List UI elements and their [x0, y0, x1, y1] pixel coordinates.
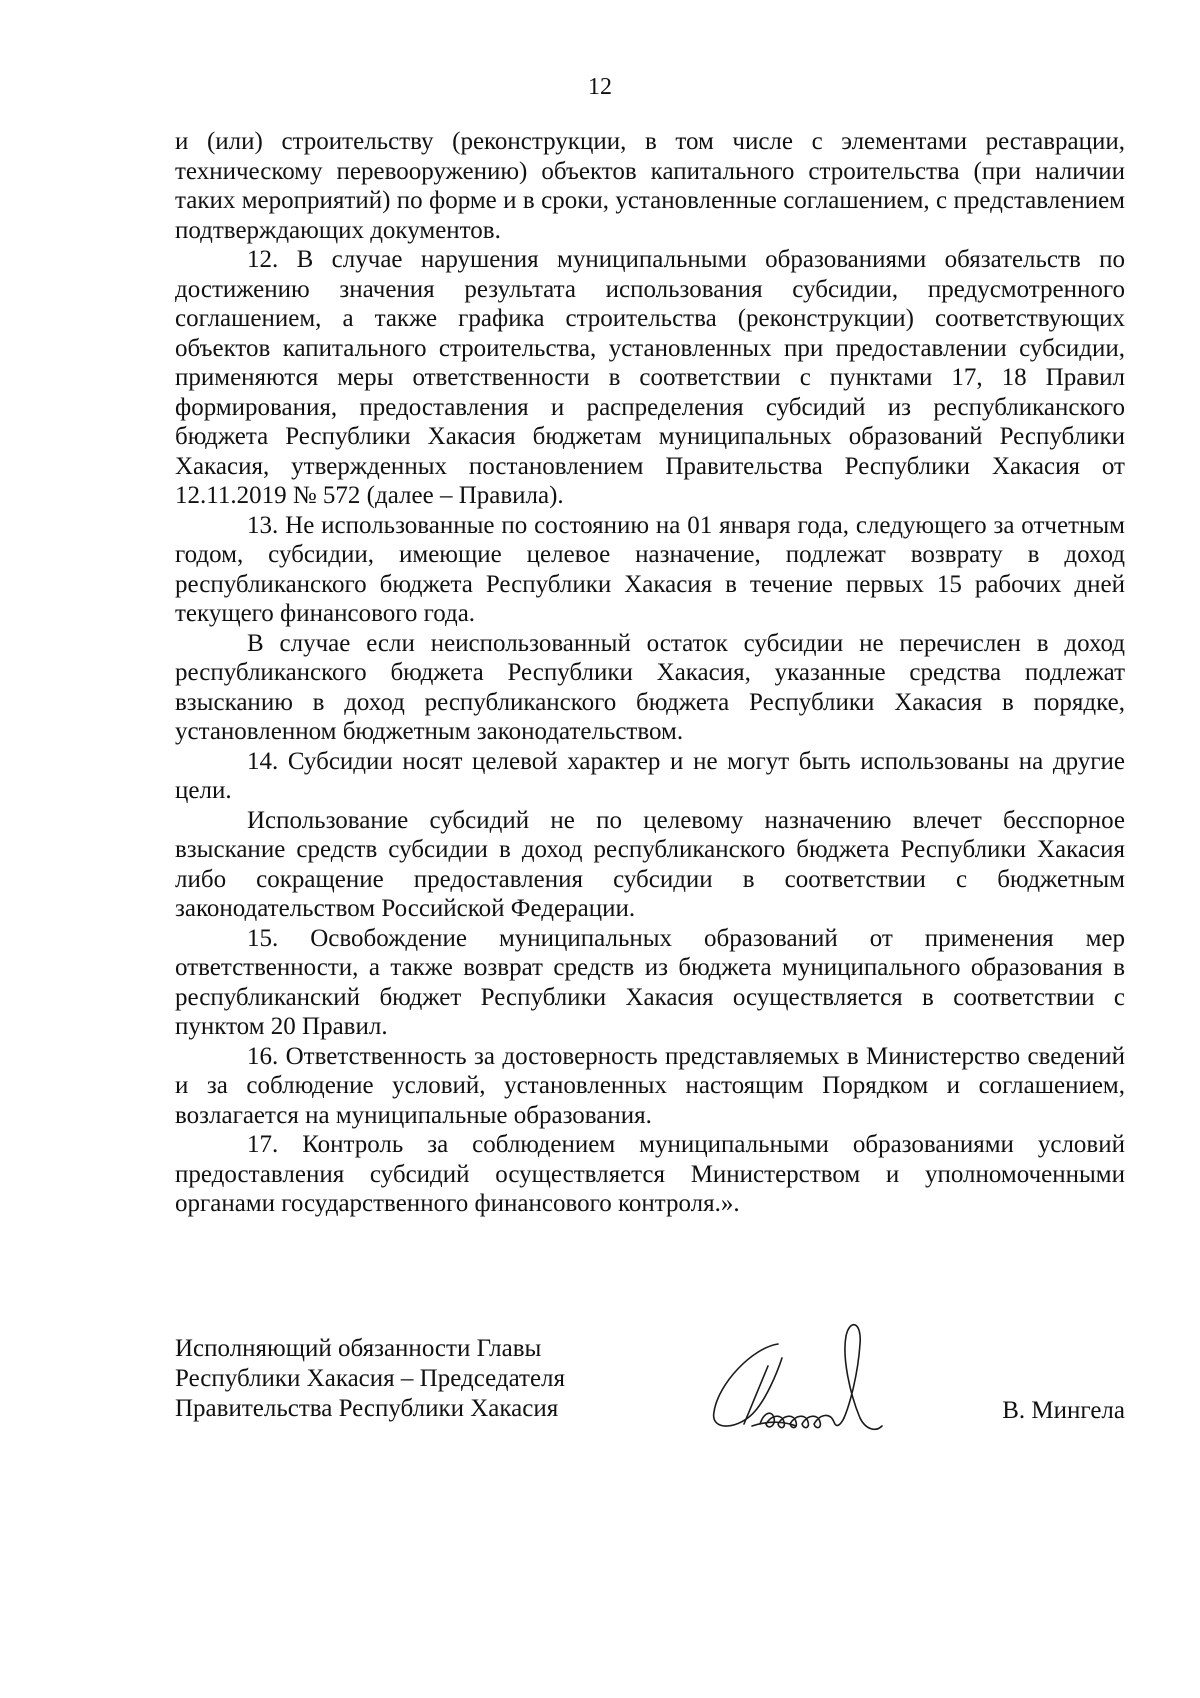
- signature-block: [175, 1334, 1125, 1464]
- signatory-name: В. Мингела: [1002, 1397, 1125, 1424]
- paragraph-item-15: 15. Освобождение муниципальных образований от применения мер ответственности, а также возврат средств из бюджета муниципального образования в республиканский бюджет Республики Хакасия осуществляется в соответствии с пунктом 20 Правил.: [175, 924, 1125, 1040]
- paragraph-item-13: 13. Не использованные по состоянию на 01 января года, следующего за отчетным годом, субсидии, имеющие целевое назначение, подлежат возврату в доход республиканского бюджета Республики Хакасия в течение первых 15 рабочих дней текущего финансового года.: [175, 511, 1125, 627]
- signatory-title-line: Правительства Республики Хакасия: [175, 1395, 559, 1422]
- paragraph-item-12: 12. В случае нарушения муниципальными образованиями обязательств по достижению значения результата использования субсидии, предусмотренного соглашением, а также графика строительства (реконструкции) соответствующих объектов капитального строительства, установленных при предоставлении субсидии, применяются меры ответственности в соответствии с пунктами 17, 18 Правил формирования, предоставления и распределения субсидий из республиканского бюджета Республики Хакасия бюджетам муниципальных образований Республики Хакасия, утвержденных постановлением Правительства Республики Хакасия от 12.11.2019 № 572 (далее – Правила).: [175, 246, 1125, 509]
- document-body: [175, 127, 1125, 1219]
- paragraph-item-14: 14. Субсидии носят целевой характер и не могут быть использованы на другие цели.: [175, 747, 1125, 804]
- paragraph-item-13-unspent-balance: В случае если неиспользованный остаток субсидии не перечислен в доход республиканского бюджета Республики Хакасия, указанные средства подлежат взысканию в доход республиканского бюджета Республики Хакасия в порядке, установленном бюджетным законодательством.: [175, 629, 1125, 745]
- paragraph-item-14-misuse: Использование субсидий не по целевому назначению влечет бесспорное взыскание средств субсидии в доход республиканского бюджета Республики Хакасия либо сокращение предоставления субсидии в соответствии с бюджетным законодательством Российской Федерации.: [175, 806, 1125, 922]
- paragraph-item-17: 17. Контроль за соблюдением муниципальными образованиями условий предоставления субсидий осуществляется Министерством и уполномоченными органами государственного финансового контроля.».: [175, 1131, 1125, 1217]
- paragraph-item-16: 16. Ответственность за достоверность представляемых в Министерство сведений и за соблюдение условий, установленных настоящим Порядком и соглашением, возлагается на муниципальные образования.: [175, 1042, 1125, 1129]
- paragraph-continuation: и (или) строительству (реконструкции, в том числе с элементами реставрации, техническому перевооружению) объектов капитального строительства (при наличии таких мероприятий) по форме и в сроки, установленные соглашением, с представлением подтверждающих документов.: [175, 128, 1125, 244]
- signatory-title: [175, 1334, 635, 1424]
- signatory-title-line: Исполняющий обязанности Главы: [175, 1335, 542, 1362]
- page-number: 12: [588, 74, 612, 100]
- handwritten-signature: [700, 1314, 930, 1444]
- signatory-title-line: Республики Хакасия – Председателя: [175, 1365, 566, 1392]
